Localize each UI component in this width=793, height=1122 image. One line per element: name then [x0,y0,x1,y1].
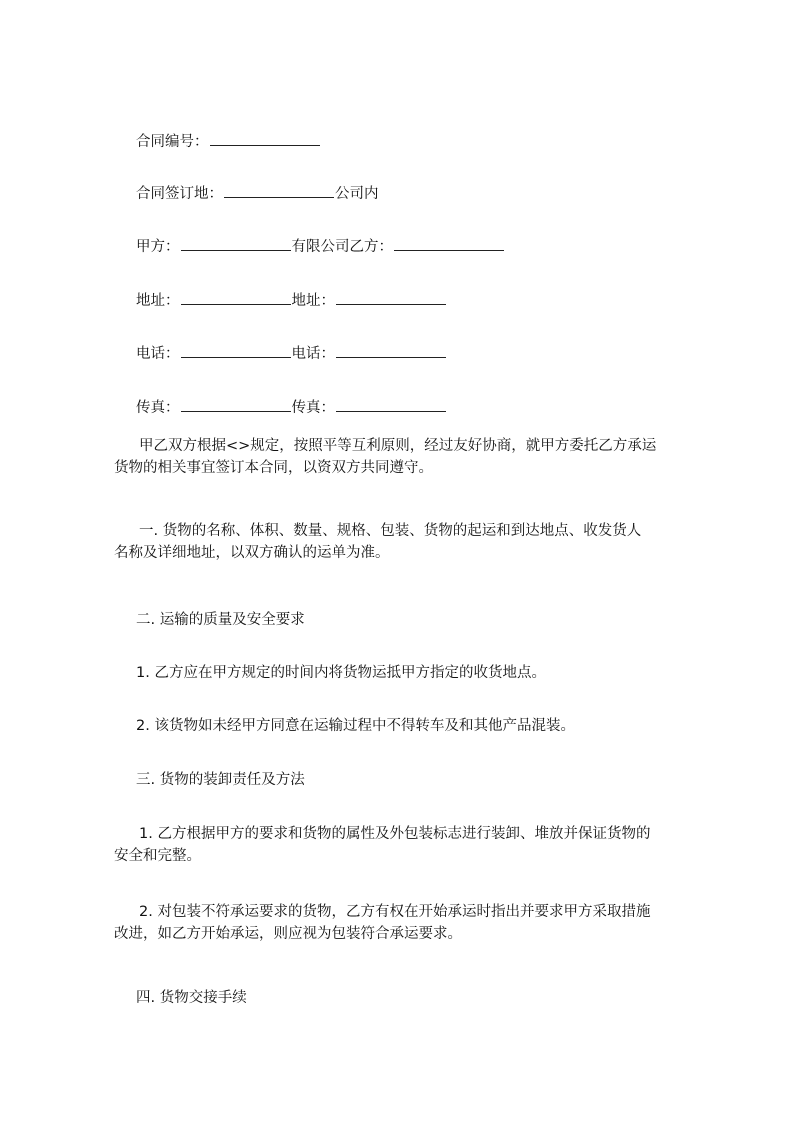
intro-paragraph-line2: 货物的相关事宜签订本合同，以资双方共同遵守。 [114,460,433,476]
section-3-item-1-line1: 1. 乙方根据甲方的要求和货物的属性及外包装标志进行装卸、堆放并保证货物的 [139,826,651,842]
party-b-label: 有限公司乙方： [291,239,393,255]
fax-a-blank[interactable] [181,397,291,412]
party-a-blank[interactable] [181,236,291,251]
section-1-line2: 名称及详细地址，以双方确认的运单为准。 [114,545,390,561]
parties-line [136,236,505,257]
address-line [136,290,447,311]
section-3-item-2-line2: 改进，如乙方开始承运，则应视为包装符合承运要求。 [114,926,462,942]
address-b-label: 地址： [291,293,335,309]
intro-paragraph-line1: 甲乙双方根据<>规定，按照平等互利原则，经过友好协商，就甲方委托乙方承运 [139,438,657,454]
section-4-title: 四. 货物交接手续 [136,990,247,1006]
sign-place-line [136,183,379,204]
phone-b-blank[interactable] [336,343,446,358]
party-a-label: 甲方： [136,239,180,255]
sign-place-suffix: 公司内 [335,186,379,202]
contract-number-blank[interactable] [210,131,320,146]
address-a-label: 地址： [136,293,180,309]
fax-line [136,397,447,418]
section-2-item-1: 1. 乙方应在甲方规定的时间内将货物运抵甲方指定的收货地点。 [136,665,546,681]
fax-a-label: 传真： [136,400,180,416]
address-b-blank[interactable] [336,290,446,305]
party-b-blank[interactable] [394,236,504,251]
phone-b-label: 电话： [291,346,335,362]
section-3-item-2-line1: 2. 对包装不符承运要求的货物，乙方有权在开始承运时指出并要求甲方采取措施 [139,904,651,920]
contract-number-label: 合同编号： [136,134,209,150]
section-2-item-2: 2. 该货物如未经甲方同意在运输过程中不得转车及和其他产品混装。 [136,718,575,734]
section-3-item-1-line2: 安全和完整。 [114,848,201,864]
sign-place-blank[interactable] [224,183,334,198]
section-1-line1: 一. 货物的名称、体积、数量、规格、包装、货物的起运和到达地点、收发货人 [139,523,642,539]
fax-b-blank[interactable] [336,397,446,412]
contract-number-line [136,131,321,152]
address-a-blank[interactable] [181,290,291,305]
phone-a-label: 电话： [136,346,180,362]
phone-line [136,343,447,364]
phone-a-blank[interactable] [181,343,291,358]
sign-place-label: 合同签订地： [136,186,223,202]
section-2-title: 二. 运输的质量及安全要求 [136,612,305,628]
section-3-title: 三. 货物的装卸责任及方法 [136,772,305,788]
fax-b-label: 传真： [291,400,335,416]
